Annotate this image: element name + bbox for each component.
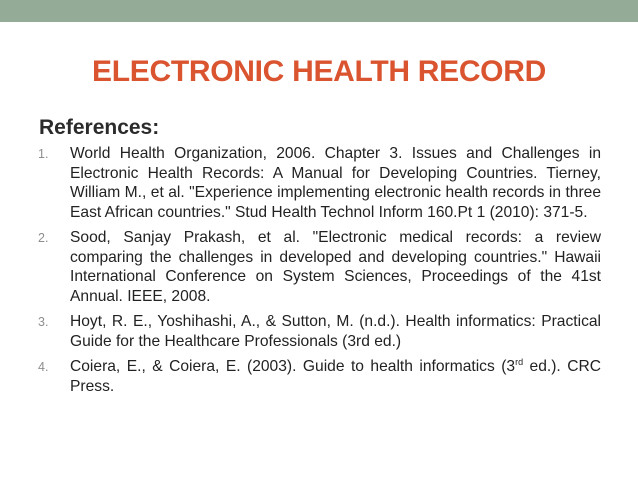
reference-text: World Health Organization, 2006. Chapter 3. Issues and Challenges in Electronic Health Records: A Manual for Developing Countries. Tierney, William M., et al. "Experience implementing electronic health records in three East African countries." Stud Health Technol Inform 160.Pt 1 (2010): 371-5. [70, 145, 601, 221]
reference-number: 3. [38, 315, 49, 329]
reference-number: 4. [38, 360, 49, 374]
reference-item-3 [38, 312, 601, 351]
reference-list [38, 144, 601, 402]
reference-item-4 [38, 357, 601, 396]
ordinal-superscript: rd [515, 356, 524, 367]
slide-title: ELECTRONIC HEALTH RECORD [92, 55, 546, 88]
reference-text [70, 357, 601, 396]
reference-text-main: Coiera, E., & Coiera, E. (2003). Guide to health informatics (3 [70, 358, 516, 375]
reference-text-tail: ed.). CRC Press. [70, 358, 601, 395]
reference-text: Sood, Sanjay Prakash, et al. "Electronic medical records: a review comparing the challenges in developed and developing countries." Hawaii International Conference on System Sciences, Proceedings of the 41st Annual. IEEE, 2008. [70, 229, 601, 305]
reference-item-2 [38, 228, 601, 306]
reference-item-1 [38, 144, 601, 222]
top-decorative-band [0, 0, 638, 22]
reference-text: Hoyt, R. E., Yoshihashi, A., & Sutton, M. (n.d.). Health informatics: Practical Guide for the Healthcare Professionals (3rd ed.) [70, 313, 601, 350]
references-heading: References: [39, 116, 160, 139]
reference-number: 2. [38, 231, 49, 245]
reference-number: 1. [38, 147, 49, 161]
